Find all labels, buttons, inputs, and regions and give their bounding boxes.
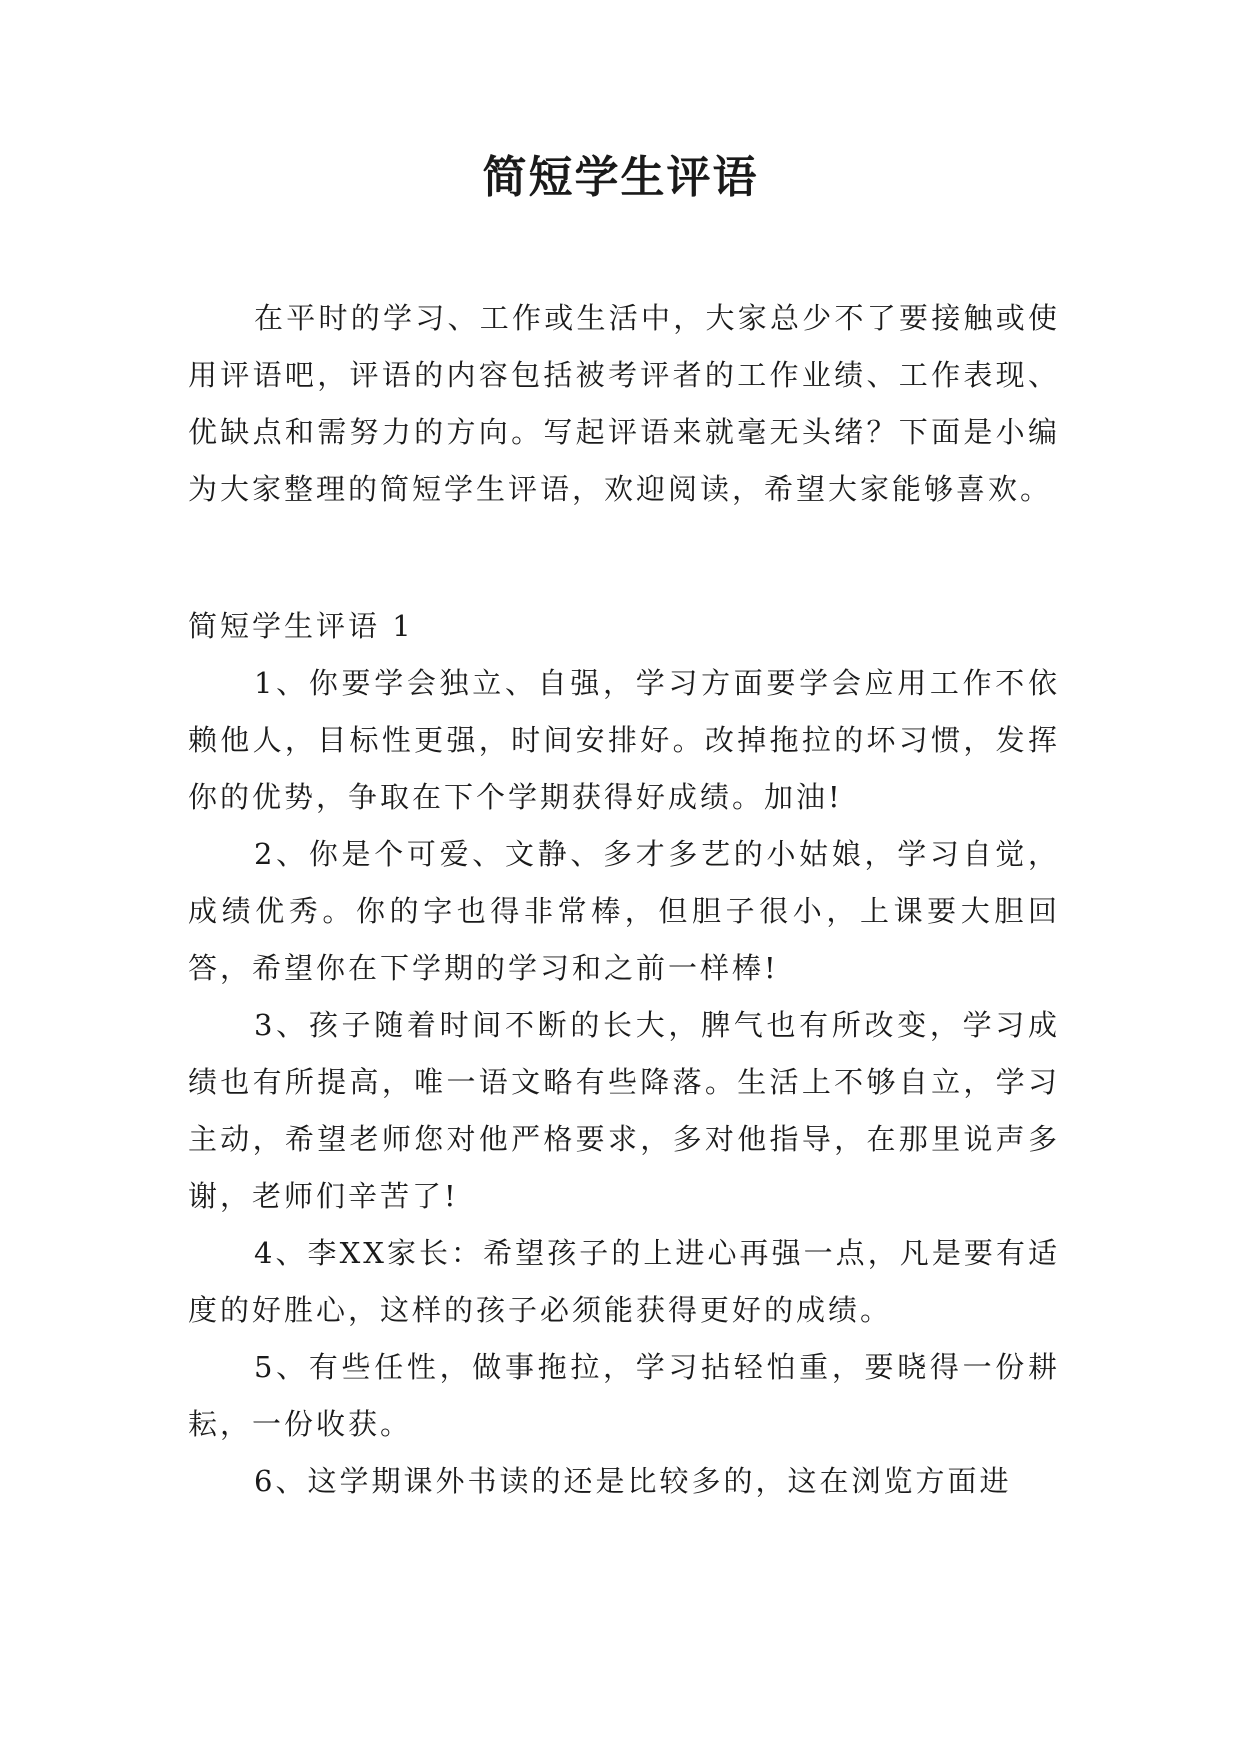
comment-item: 2、你是个可爱、文静、多才多艺的小姑娘，学习自觉，成绩优秀。你的字也得非常棒，但胆子很小，上课要大胆回答，希望你在下学期的学习和之前一样棒!	[188, 837, 1060, 985]
section-heading: 简短学生评语 1	[188, 609, 414, 643]
comment-item: 6、这学期课外书读的还是比较多的，这在浏览方面进	[254, 1464, 1012, 1498]
comment-item: 1、你要学会独立、自强，学习方面要学会应用工作不依赖他人，目标性更强，时间安排好。改掉拖拉的坏习惯，发挥你的优势，争取在下个学期获得好成绩。加油!	[188, 666, 1060, 814]
comment-item: 3、孩子随着时间不断的长大，脾气也有所改变，学习成绩也有所提高，唯一语文略有些降落。生活上不够自立，学习主动，希望老师您对他严格要求，多对他指导，在那里说声多谢，老师们辛苦了!	[188, 1008, 1060, 1213]
document-title: 简短学生评语	[482, 152, 759, 203]
comment-item: 5、有些任性，做事拖拉，学习拈轻怕重，要晓得一份耕耘，一份收获。	[188, 1350, 1060, 1441]
intro-paragraph: 在平时的学习、工作或生活中，大家总少不了要接触或使用评语吧，评语的内容包括被考评者的工作业绩、工作表现、优缺点和需努力的方向。写起评语来就毫无头绪？下面是小编为大家整理的简短学生评语，欢迎阅读，希望大家能够喜欢。	[188, 301, 1060, 506]
comment-item: 4、李XX家长：希望孩子的上进心再强一点，凡是要有适度的好胜心，这样的孩子必须能获得更好的成绩。	[188, 1236, 1060, 1327]
document-body	[188, 290, 1060, 1510]
